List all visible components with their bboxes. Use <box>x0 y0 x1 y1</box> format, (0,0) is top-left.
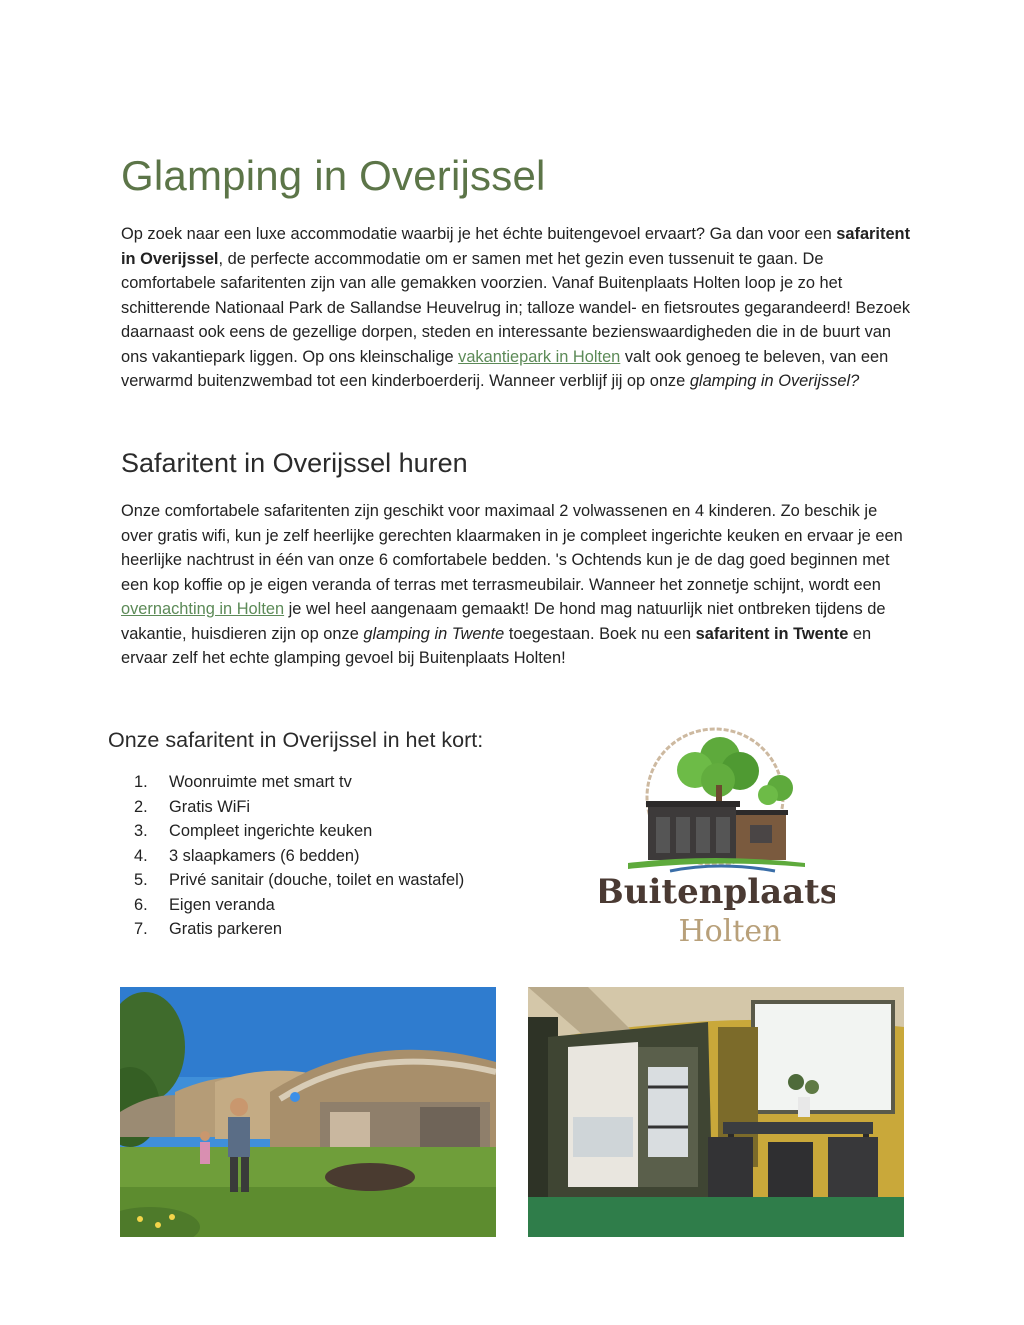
vakantiepark-link[interactable]: vakantiepark in Holten <box>458 347 621 366</box>
list-item: 6. Eigen veranda <box>134 895 275 914</box>
section-text-3: toegestaan. Boek nu een <box>504 624 696 643</box>
intro-paragraph <box>121 222 911 394</box>
intro-italic-1: glamping in Overijssel? <box>689 372 860 390</box>
list-item: 4. 3 slaapkamers (6 bedden) <box>134 846 360 865</box>
features-heading: Onze safaritent in Overijssel in het kort: <box>108 728 484 752</box>
logo-place-text: Holten <box>678 914 782 949</box>
section-heading: Safaritent in Overijssel huren <box>121 448 468 478</box>
section-italic-1: glamping in Twente <box>363 624 505 643</box>
tent-interior-photo <box>528 987 904 1237</box>
page-title: Glamping in Overijssel <box>121 152 546 199</box>
section-paragraph <box>121 499 911 671</box>
section-bold-1: safaritent in Twente <box>695 624 849 643</box>
intro-bold-1: safaritent in Overijssel <box>121 225 911 268</box>
overnachting-link[interactable]: overnachting in Holten <box>121 600 285 618</box>
list-item: 5. Privé sanitair (douche, toilet en wastafel) <box>134 871 465 889</box>
intro-text-2: , de perfecte accommodatie om er samen met het gezin even tussenuit te gaan. De comfortabele safaritenten zijn van alle gemakken voorzien. Vanaf Buitenplaats Holten loop je zo het schitterende Nationaal Park de Sallandse Heuvelrug in; talloze wandel- en fietsroutes gegarandeerd! Bezoek daarnaast ook eens de gezellige dorpen, steden en interessante bezienswaardigheden die in de buurt van ons vakantiepark liggen. Op ons kleinschalige <box>121 249 911 366</box>
list-item: 3. Compleet ingerichte keuken <box>134 822 373 840</box>
features-list <box>134 770 464 942</box>
section-text-1: Onze comfortabele safaritenten zijn geschikt voor maximaal 2 volwassenen en 4 kinderen. Zo beschik je over gratis wifi, kun je zelf heerlijke gerechten klaarmaken in je compleet ingerichte keuken en ervaar je een heerlijke nachtrust in één van onze 6 comfortabele bedden. 's Ochtends kun je de dag goed beginnen met een kop koffie op je eigen veranda of terras met terrasmeubilair. Wanneer het zonnetje schijnt, wordt een <box>121 502 903 594</box>
section-text-2: je wel heel aangenaam gemaakt! De hond mag natuurlijk niet ontbreken tijdens de vakantie, huisdieren zijn op onze <box>121 600 886 643</box>
logo-name-text: Buitenplaats <box>600 872 835 912</box>
section-text-4: en ervaar zelf het echte glamping gevoel bij Buitenplaats Holten! <box>121 624 872 667</box>
list-item: 7. Gratis parkeren <box>134 920 282 938</box>
safari-tents-lawn-photo <box>120 987 496 1237</box>
list-item: 2. Gratis WiFi <box>134 797 251 816</box>
buitenplaats-holten-logo <box>600 725 835 950</box>
intro-text-1: Op zoek naar een luxe accommodatie waarbij je het échte buitengevoel ervaart? Ga dan voor een <box>121 225 837 243</box>
intro-text-3: valt ook genoeg te beleven, van een verwarmd buitenzwembad tot een kinderboerderij. Wanneer verblijf jij op onze <box>121 347 889 390</box>
list-item: 1. Woonruimte met smart tv <box>134 773 352 791</box>
